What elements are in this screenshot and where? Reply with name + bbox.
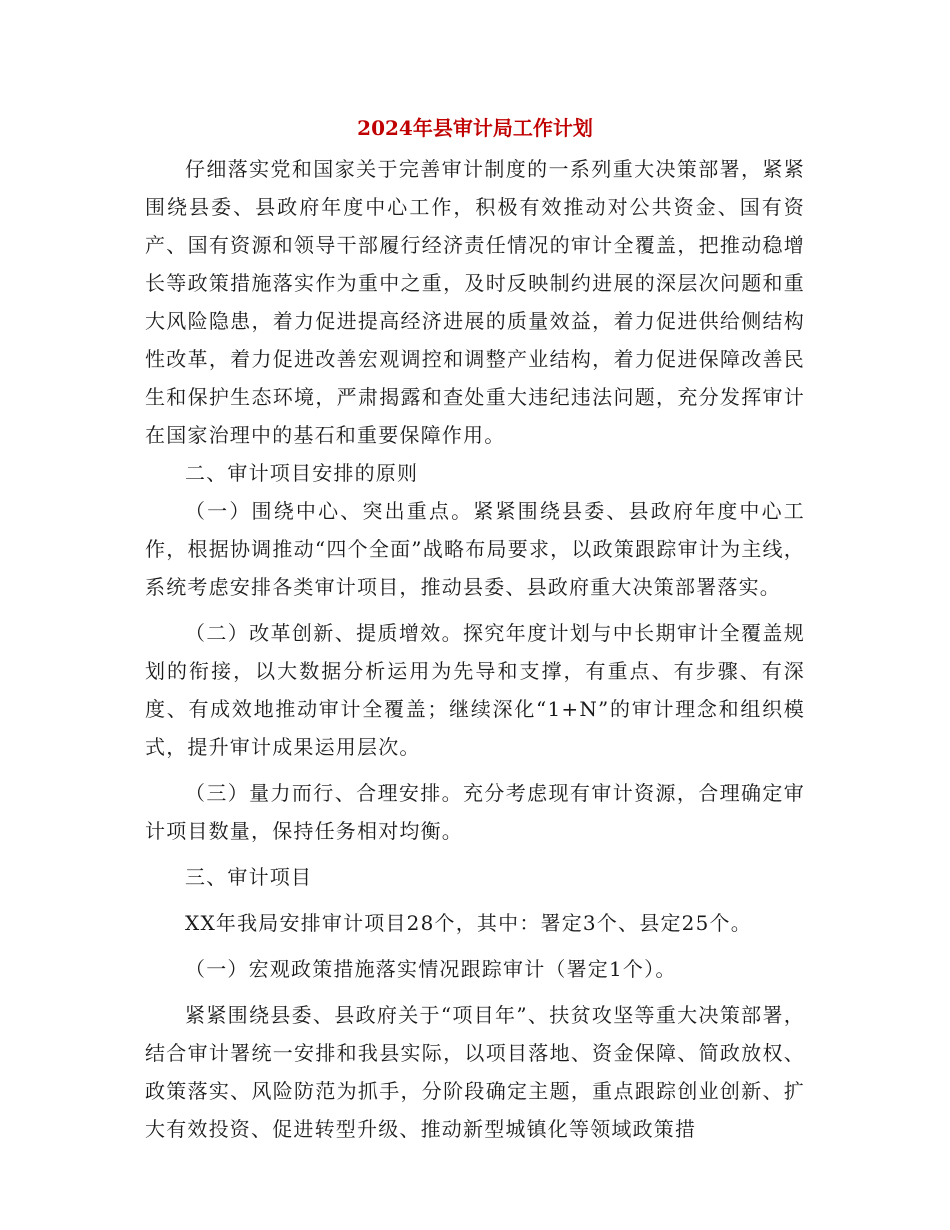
paragraph-principle-1: （一）围绕中心、突出重点。紧紧围绕县委、县政府年度中心工作，根据协调推动“四个全面”战略布局要求，以政策跟踪审计为主线，系统考虑安排各类审计项目，推动县委、县政府重大决策部署落实。 bbox=[145, 499, 805, 599]
section-heading-principles: 二、审计项目安排的原则 bbox=[185, 461, 419, 485]
paragraph-principle-2: （二）改革创新、提质增效。探究年度计划与中长期审计全覆盖规划的衔接，以大数据分析运用为先导和支撑，有重点、有步骤、有深度、有成效地推动审计全覆盖；继续深化“1+N”的审计理念和组织模式，提升审计成果运用层次。 bbox=[145, 621, 805, 759]
paragraph-principle-3: （三）量力而行、合理安排。充分考虑现有审计资源，合理确定审计项目数量，保持任务相对均衡。 bbox=[145, 781, 805, 843]
paragraph-project-count: XX年我局安排审计项目28个，其中：署定3个、县定25个。 bbox=[185, 911, 752, 935]
subheading-macro-policy-audit: （一）宏观政策措施落实情况跟踪审计（署定1个）。 bbox=[185, 957, 677, 981]
paragraph-intro: 仔细落实党和国家关于完善审计制度的一系列重大决策部署，紧紧围绕县委、县政府年度中心工作，积极有效推动对公共资金、国有资产、国有资源和领导干部履行经济责任情况的审计全覆盖，把推动稳增长等政策措施落实作为重中之重，及时反映制约进展的深层次问题和重大风险隐患，着力促进提高经济进展的质量效益，着力促进供给侧结构性改革，着力促进改善宏观调控和调整产业结构，着力促进保障改善民生和保护生态环境，严肃揭露和查处重大违纪违法问题，充分发挥审计在国家治理中的基石和重要保障作用。 bbox=[145, 157, 805, 447]
section-heading-projects: 三、审计项目 bbox=[185, 865, 313, 889]
document-title: 2024年县审计局工作计划 bbox=[357, 116, 593, 140]
paragraph-macro-policy-detail: 紧紧围绕县委、县政府关于“项目年”、扶贫攻坚等重大决策部署，结合审计署统一安排和我县实际，以项目落地、资金保障、简政放权、政策落实、风险防范为抓手，分阶段确定主题，重点跟踪创业创新、扩大有效投资、促进转型升级、推动新型城镇化等领域政策措 bbox=[145, 1003, 805, 1141]
